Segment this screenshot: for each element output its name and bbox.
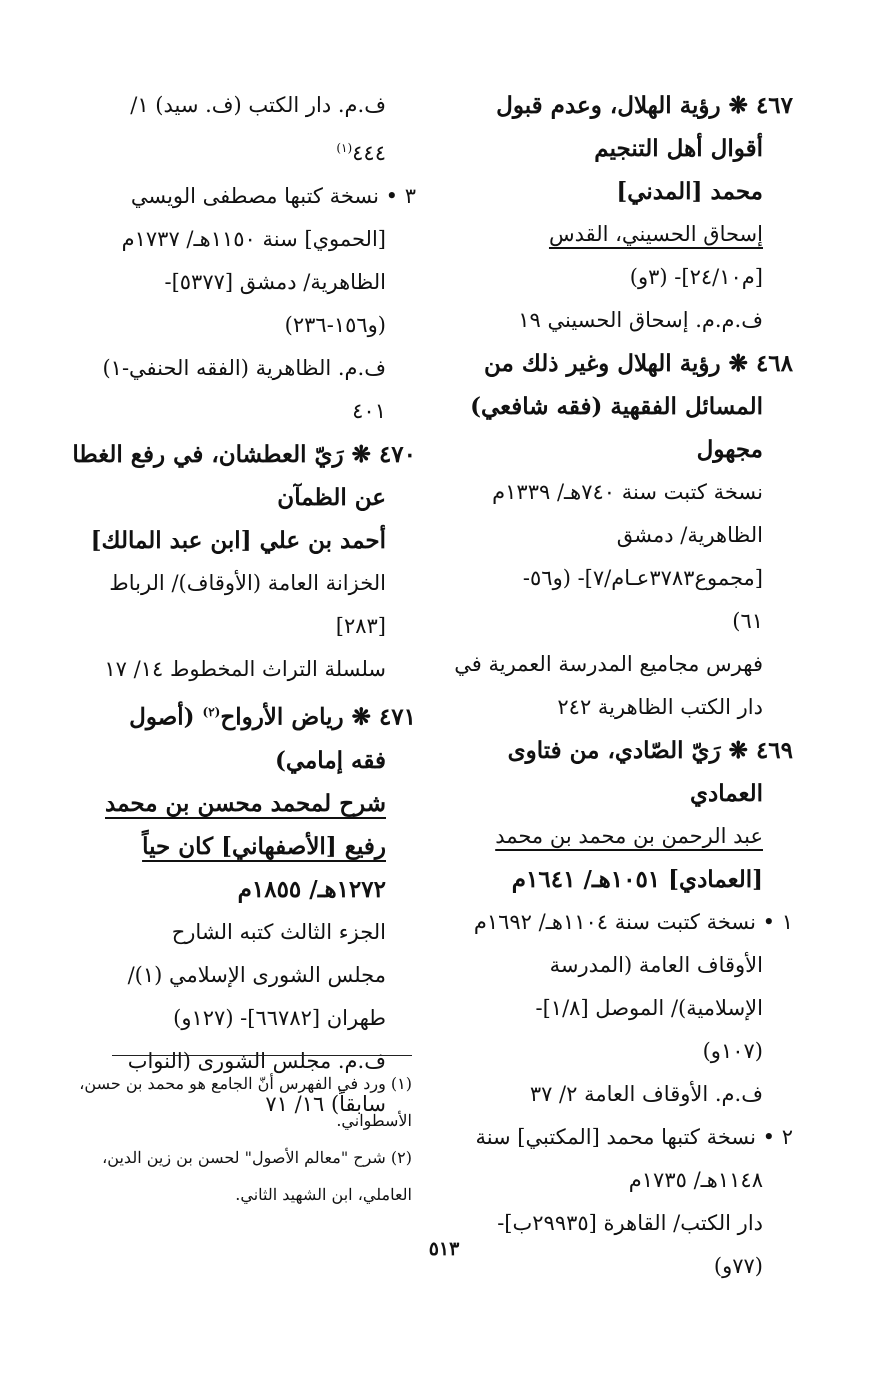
text-line-text: (١٠٧و): [702, 1039, 763, 1063]
text-line: [76, 997, 416, 1040]
text-line-text: سابقاً) ١٦/ ٧١: [265, 1091, 386, 1116]
footnote-marker: (٢): [202, 705, 221, 719]
text-line-text: فقه إمامي): [274, 746, 386, 774]
page-number: ٥١٣: [428, 1238, 460, 1260]
text-line-text: ف.م. الأوقاف العامة ٢/ ٣٧: [529, 1082, 763, 1106]
text-line: [455, 772, 793, 815]
text-line: [76, 562, 416, 605]
right-column: [455, 84, 793, 1288]
text-line-text: ٤٦٩ ❋ رَيّ الصّادي، من فتاوى: [507, 737, 793, 764]
footnote-line-text: الأسطواني.: [336, 1111, 412, 1130]
text-line-text: الظاهرية/ دمشق [٥٣٧٧]-: [164, 270, 386, 294]
text-line: [455, 84, 793, 127]
text-line: [455, 342, 793, 385]
text-line-text: ٦١): [732, 609, 763, 633]
text-line: [76, 648, 416, 691]
text-line-text: الخزانة العامة (الأوقاف)/ الرباط: [109, 571, 386, 595]
text-line-text: ف.م. دار الكتب (ف. سيد) ١/: [130, 93, 386, 117]
text-line: [76, 476, 416, 519]
text-line-text: ٢ • نسخة كتبها محمد [المكتبي] سنة: [475, 1125, 793, 1149]
text-line: [76, 390, 416, 433]
text-line: [455, 1073, 793, 1116]
text-line-text: ٤٠١: [352, 399, 386, 423]
text-line-text: محمد [المدني]: [616, 178, 763, 205]
text-line: [455, 815, 793, 858]
text-line: [455, 600, 793, 643]
text-line-text: [٢٨٣]: [335, 614, 386, 638]
text-line: [455, 514, 793, 557]
text-line: [455, 170, 793, 213]
footnote-marker: (١): [336, 141, 353, 155]
text-line-text: رفيع [الأصفهاني] كان حياً: [142, 832, 386, 860]
text-line: [76, 175, 416, 218]
text-line-tail: (أصول: [129, 703, 203, 731]
text-line-text: عبد الرحمن بن محمد بن محمد: [495, 824, 763, 848]
text-line: [455, 127, 793, 170]
text-line: [455, 299, 793, 342]
footnote-line: [76, 1176, 412, 1213]
text-line: [76, 304, 416, 347]
text-line-text: ١٢٧٢هـ/ ١٨٥٥م: [237, 875, 386, 903]
text-line-text: ٤٧١ ❋ رياض الأرواح: [220, 703, 416, 731]
text-line: [76, 739, 416, 782]
text-line: [76, 954, 416, 997]
text-line-text: أحمد بن علي [ابن عبد المالك]: [90, 527, 386, 554]
text-line-text: نسخة كتبت سنة ٧٤٠هـ/ ١٣٣٩م: [492, 480, 763, 504]
text-line: [76, 127, 416, 175]
text-line: [76, 519, 416, 562]
text-line-text: مجلس الشورى الإسلامي (١)/: [127, 962, 386, 987]
text-line-text: ٤٤٤: [352, 141, 386, 165]
text-line-text: سلسلة التراث المخطوط ١٤/ ١٧: [104, 657, 386, 681]
footnote-line-text: (١) ورد في الفهرس أنّ الجامع هو محمد بن حسن،: [79, 1074, 412, 1093]
text-line: [455, 643, 793, 686]
footnotes: [76, 1065, 412, 1213]
footnote-line-text: (٢) شرح "معالم الأصول" لحسن بن زين الدين،: [102, 1148, 412, 1167]
text-line-text: الأوقاف العامة (المدرسة: [549, 953, 763, 977]
text-line-text: [الحموي] سنة ١١٥٠هـ/ ١٧٣٧م: [121, 227, 386, 251]
text-line: [455, 1159, 793, 1202]
text-line-text: طهران [٦٦٧٨٢]- (١٢٧و): [173, 1005, 386, 1030]
text-line-text: ٤٦٧ ❋ رؤية الهلال، وعدم قبول: [496, 92, 793, 119]
text-line: [455, 471, 793, 514]
text-line-text: ف.م.م. إسحاق الحسيني ١٩: [518, 308, 763, 332]
text-line: [455, 1030, 793, 1073]
text-line-text: (٧٧و): [713, 1254, 763, 1278]
text-line: [72, 433, 416, 476]
text-line: [76, 347, 416, 390]
text-line-text: ٣ • نسخة كتبها مصطفى الويسي: [130, 184, 416, 208]
text-line-text: ف.م. مجلس الشورى (النواب: [127, 1048, 386, 1073]
footnote-line-text: العاملي، ابن الشهيد الثاني.: [235, 1185, 412, 1204]
text-line-text: الإسلامية)/ الموصل [١/٨]-: [535, 996, 763, 1020]
footnote-rule: [112, 1055, 412, 1056]
left-column: [72, 84, 416, 1126]
text-line-text: [العمادي] ١٠٥١هـ/ ١٦٤١م: [511, 866, 763, 893]
text-line-text: ١١٤٨هـ/ ١٧٣٥م: [628, 1168, 763, 1192]
text-line-text: ٤٦٨ ❋ رؤية الهلال وغير ذلك من: [484, 350, 793, 377]
text-line: [455, 901, 793, 944]
text-line-text: عن الظمآن: [277, 484, 386, 511]
footnote-line: [76, 1065, 412, 1102]
text-line: [455, 944, 793, 987]
text-line: [76, 782, 416, 825]
text-line-text: المسائل الفقهية (فقه شافعي): [470, 393, 763, 420]
text-line-text: دار الكتب/ القاهرة [٢٩٩٣٥ب]-: [497, 1211, 763, 1235]
text-line-text: (و١٥٦-٢٣٦): [284, 313, 386, 337]
text-line: [76, 911, 416, 954]
text-line-text: [مجموع٣٧٨٣عـام/٧]- (و٥٦-: [522, 566, 763, 590]
text-line-text: ٤٧٠ ❋ رَيّ العطشان، في رفع الغطا: [72, 441, 416, 468]
text-line: [455, 428, 793, 471]
text-line: [455, 987, 793, 1030]
text-line: [76, 218, 416, 261]
text-line: [455, 213, 793, 256]
text-line-text: ف.م. الظاهرية (الفقه الحنفي-١): [102, 356, 386, 380]
text-line-text: فهرس مجاميع المدرسة العمرية في: [454, 652, 763, 676]
text-line-text: العمادي: [689, 780, 763, 807]
text-line: [455, 385, 793, 428]
text-line-text: الظاهرية/ دمشق: [616, 523, 763, 547]
text-line: [455, 729, 793, 772]
text-line-text: أقوال أهل التنجيم: [594, 135, 763, 162]
text-line-text: مجهول: [696, 436, 763, 463]
text-line-text: دار الكتب الظاهرية ٢٤٢: [557, 695, 763, 719]
text-line-text: شرح لمحمد محسن بن محمد: [105, 789, 386, 817]
text-line: [76, 261, 416, 304]
text-line: [76, 825, 416, 868]
text-line: [455, 858, 793, 901]
text-line: [455, 686, 793, 729]
text-line-text: [م٢٤/١٠]- (٣و): [629, 265, 763, 289]
text-line: [455, 256, 793, 299]
text-line: [455, 557, 793, 600]
text-line: [76, 868, 416, 911]
text-line-text: إسحاق الحسيني، القدس: [548, 222, 763, 246]
text-line: [76, 605, 416, 648]
text-line-text: ١ • نسخة كتبت سنة ١١٠٤هـ/ ١٦٩٢م: [473, 910, 793, 934]
text-line: [76, 691, 416, 739]
text-line: [455, 1116, 793, 1159]
footnote-line: [76, 1139, 412, 1176]
text-line-text: الجزء الثالث كتبه الشارح: [171, 919, 386, 944]
footnote-line: [76, 1102, 412, 1139]
text-line: [76, 84, 416, 127]
